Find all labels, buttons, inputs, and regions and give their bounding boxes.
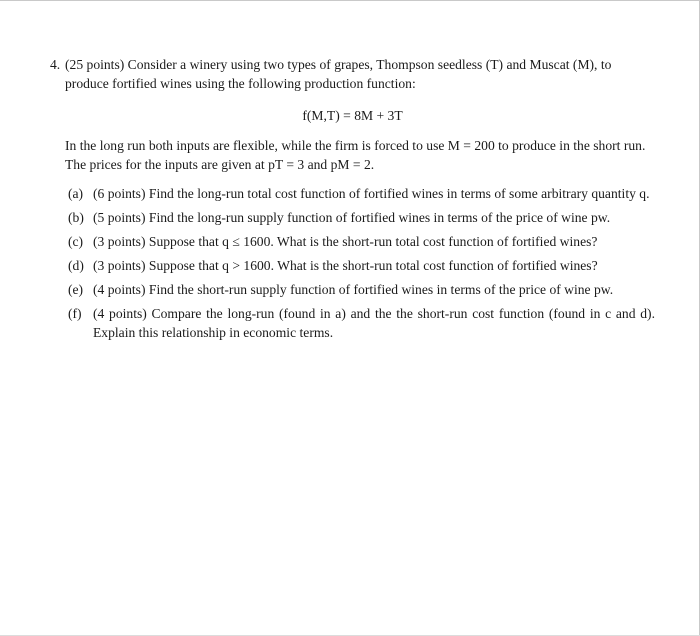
subquestion-text: (5 points) Find the long-run supply function of fortified wines in terms of the price of wine pw. [93,210,611,225]
problem-description: In the long run both inputs are flexible, while the firm is forced to use M = 200 to produce in the short run. The prices for the inputs are given at pT = 3 and pM = 2. [65,138,646,172]
subquestion-f [50,304,655,342]
production-function: f(M,T) = 8M + 3T [302,108,403,123]
page-top-border [0,0,700,1]
subquestion-d [50,256,655,275]
subquestion-list [50,184,655,342]
subquestion-text: (4 points) Find the short-run supply function of fortified wines in terms of the price of wine pw. [93,282,614,297]
problem-number: 4. [50,57,61,72]
subquestion-label: (c) [68,234,84,249]
subquestion-text: (6 points) Find the long-run total cost function of fortified wines in terms of some arbitrary quantity q. [93,186,650,201]
problem-intro-block [50,55,655,93]
problem-intro: (25 points) Consider a winery using two types of grapes, Thompson seedless (T) and Muscat (M), to produce fortified wines using the following production function: [65,57,612,91]
problem-4 [50,55,655,347]
subquestion-text: (3 points) Suppose that q ≤ 1600. What is the short-run total cost function of fortified wines? [93,234,598,249]
subquestion-label: (a) [68,186,84,201]
subquestion-label: (d) [68,258,84,273]
subquestion-label: (f) [68,306,82,321]
subquestion-a [50,184,655,203]
subquestion-label: (e) [68,282,84,297]
subquestion-b [50,208,655,227]
subquestion-label: (b) [68,210,84,225]
subquestion-e [50,280,655,299]
subquestion-c [50,232,655,251]
subquestion-text: (3 points) Suppose that q > 1600. What is the short-run total cost function of fortified wines? [93,258,598,273]
subquestion-text: (4 points) Compare the long-run (found in a) and the the short-run cost function (found in c and d). Explain this relationship in economic terms. [93,306,655,340]
